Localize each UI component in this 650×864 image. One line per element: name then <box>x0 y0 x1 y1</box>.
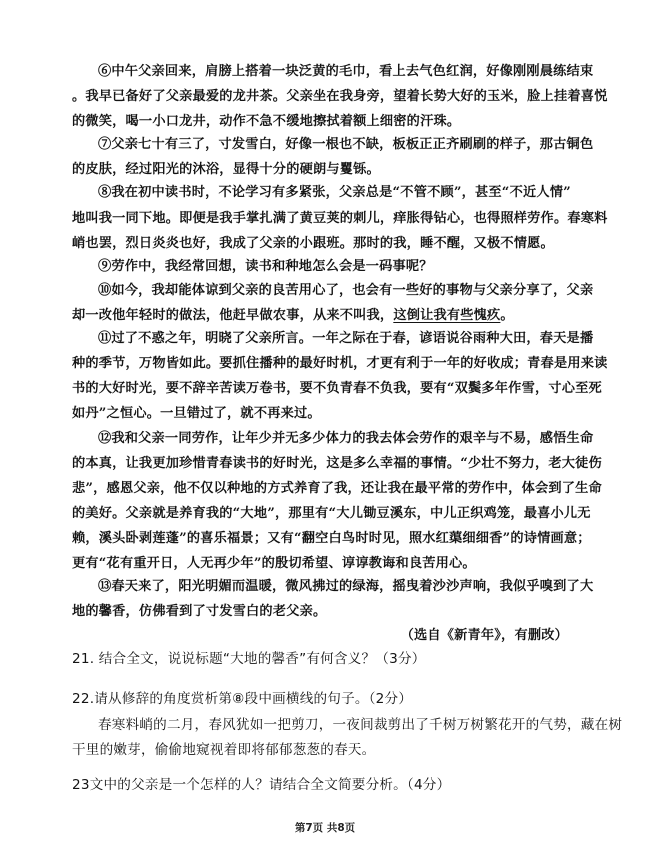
paragraph-6-line-2: 。我早已备好了父亲最爱的龙井茶。父亲坐在我身旁，望着长势大好的玉米，脸上挂着喜悦 <box>72 89 608 104</box>
paragraph-12-line-5: 赖，溪头卧剥莲蓬”的喜乐福景；又有“翻空白鸟时时见，照水红蕖细细香”的诗情画意； <box>72 531 591 546</box>
paragraph-8-line-3: 峭也罢，烈日炎炎也好，我成了父亲的小跟班。那时的我，睡不醒，又极不情愿。 <box>72 236 554 251</box>
question-22: 22.请从修辞的角度赏析第⑧段中画横线的句子。（2分） <box>72 691 413 707</box>
paragraph-6-line-1: ⑥中午父亲回来，肩膀上搭着一块泛黄的毛巾，看上去气色红润，好像刚刚晨练结束 <box>98 64 594 79</box>
question-22-quote-line-2: 干里的嫩芽，偷偷地窥视着即将郁郁葱葱的春天。 <box>72 742 376 758</box>
paragraph-8-line-2: 地叫我一同下地。即便是我手掌扎满了黄豆荚的刺儿，痒胀得钻心，也得照样劳作。春寒料 <box>72 211 608 226</box>
paragraph-10-end: 。 <box>500 308 514 323</box>
paragraph-12-line-4: 的美好。父亲就是养育我的“大地”，那里有“大儿锄豆溪东，中儿正织鸡笼，最喜小儿无 <box>72 506 591 521</box>
paragraph-11-line-1: ⑪过了不惑之年，明晓了父亲所言。一年之际在于春，谚语说谷雨种大田，春天是播 <box>98 331 594 346</box>
page-number-footer: 第7页 共8页 <box>294 822 356 834</box>
paragraph-13-line-1: ⑬春天来了，阳光明媚而温暖，微风拂过的绿海，摇曳着沙沙声响，我似乎嗅到了大 <box>98 579 594 594</box>
source-citation: （选自《新青年》，有删改） <box>400 628 568 643</box>
paragraph-11-line-4: 如丹”之恒心。一旦错过了，就不再来过。 <box>72 406 321 421</box>
question-21: 21. 结合全文，说说标题“大地的馨香”有何含义？（3分） <box>72 651 426 667</box>
underlined-sentence: 这倒让我有些愧疚 <box>393 308 501 323</box>
paragraph-9-line-1: ⑨劳作中，我经常回想，读书和种地怎么会是一码事呢？ <box>98 259 433 274</box>
paragraph-8-line-1: ⑧我在初中读书时，不论学习有多紧张，父亲总是“不管不顾”，甚至“不近人情” <box>98 185 571 200</box>
question-22-quote-line-1: 春寒料峭的二月，春风犹如一把剪刀，一夜间裁剪出了千树万树繁花开的气势，藏在树 <box>98 717 623 733</box>
paragraph-12-line-6: 更有“花有重开日，人无再少年”的殷切希望、谆谆教诲和良苦用心。 <box>72 556 476 571</box>
question-23: 23文中的父亲是一个怎样的人？请结合全文简要分析。（4分） <box>72 777 451 793</box>
paragraph-12-line-3: 悲”，感恩父亲，他不仅以种地的方式养育了我，还让我在最平常的劳作中，体会到了生命 <box>72 481 602 496</box>
paragraph-10-line-2 <box>72 307 514 325</box>
paragraph-10-text: 却一改他年轻时的做法，他赶早做农事，从来不叫我， <box>72 308 394 323</box>
paragraph-10-line-1: ⑩如今，我却能体谅到父亲的良苦用心了，也会有一些好的事物与父亲分享了，父亲 <box>98 283 594 298</box>
paragraph-13-line-2: 地的馨香，仿佛看到了寸发雪白的老父亲。 <box>72 604 327 619</box>
paragraph-12-line-2: 的本真，让我更加珍惜青春读书的好时光，这是多么幸福的事情。“少壮不努力，老大徒伤 <box>72 456 602 471</box>
paragraph-12-line-1: ⑫我和父亲一同劳作，让年少并无多少体力的我去体会劳作的艰辛与不易，感悟生命 <box>98 431 594 446</box>
paragraph-7-line-1: ⑦父亲七十有三了，寸发雪白，好像一根也不缺，板板正正齐刷刷的样子，那古铜色 <box>98 137 594 152</box>
paragraph-11-line-2: 种的季节，万物皆如此。要抓住播种的最好时机，才更有利于一年的好收成；青春是用来读 <box>72 356 608 371</box>
paragraph-6-line-3: 的微笑，喝一小口龙井，动作不急不缓地擦拭着额上细密的汗珠。 <box>72 114 461 129</box>
paragraph-11-line-3: 书的大好时光，要不辞辛苦读万卷书，要不负青春不负我，要有“双鬓多年作雪，寸心至死 <box>72 381 602 396</box>
paragraph-7-line-2: 的皮肤，经过阳光的沐浴，显得十分的硬朗与矍铄。 <box>72 162 380 177</box>
